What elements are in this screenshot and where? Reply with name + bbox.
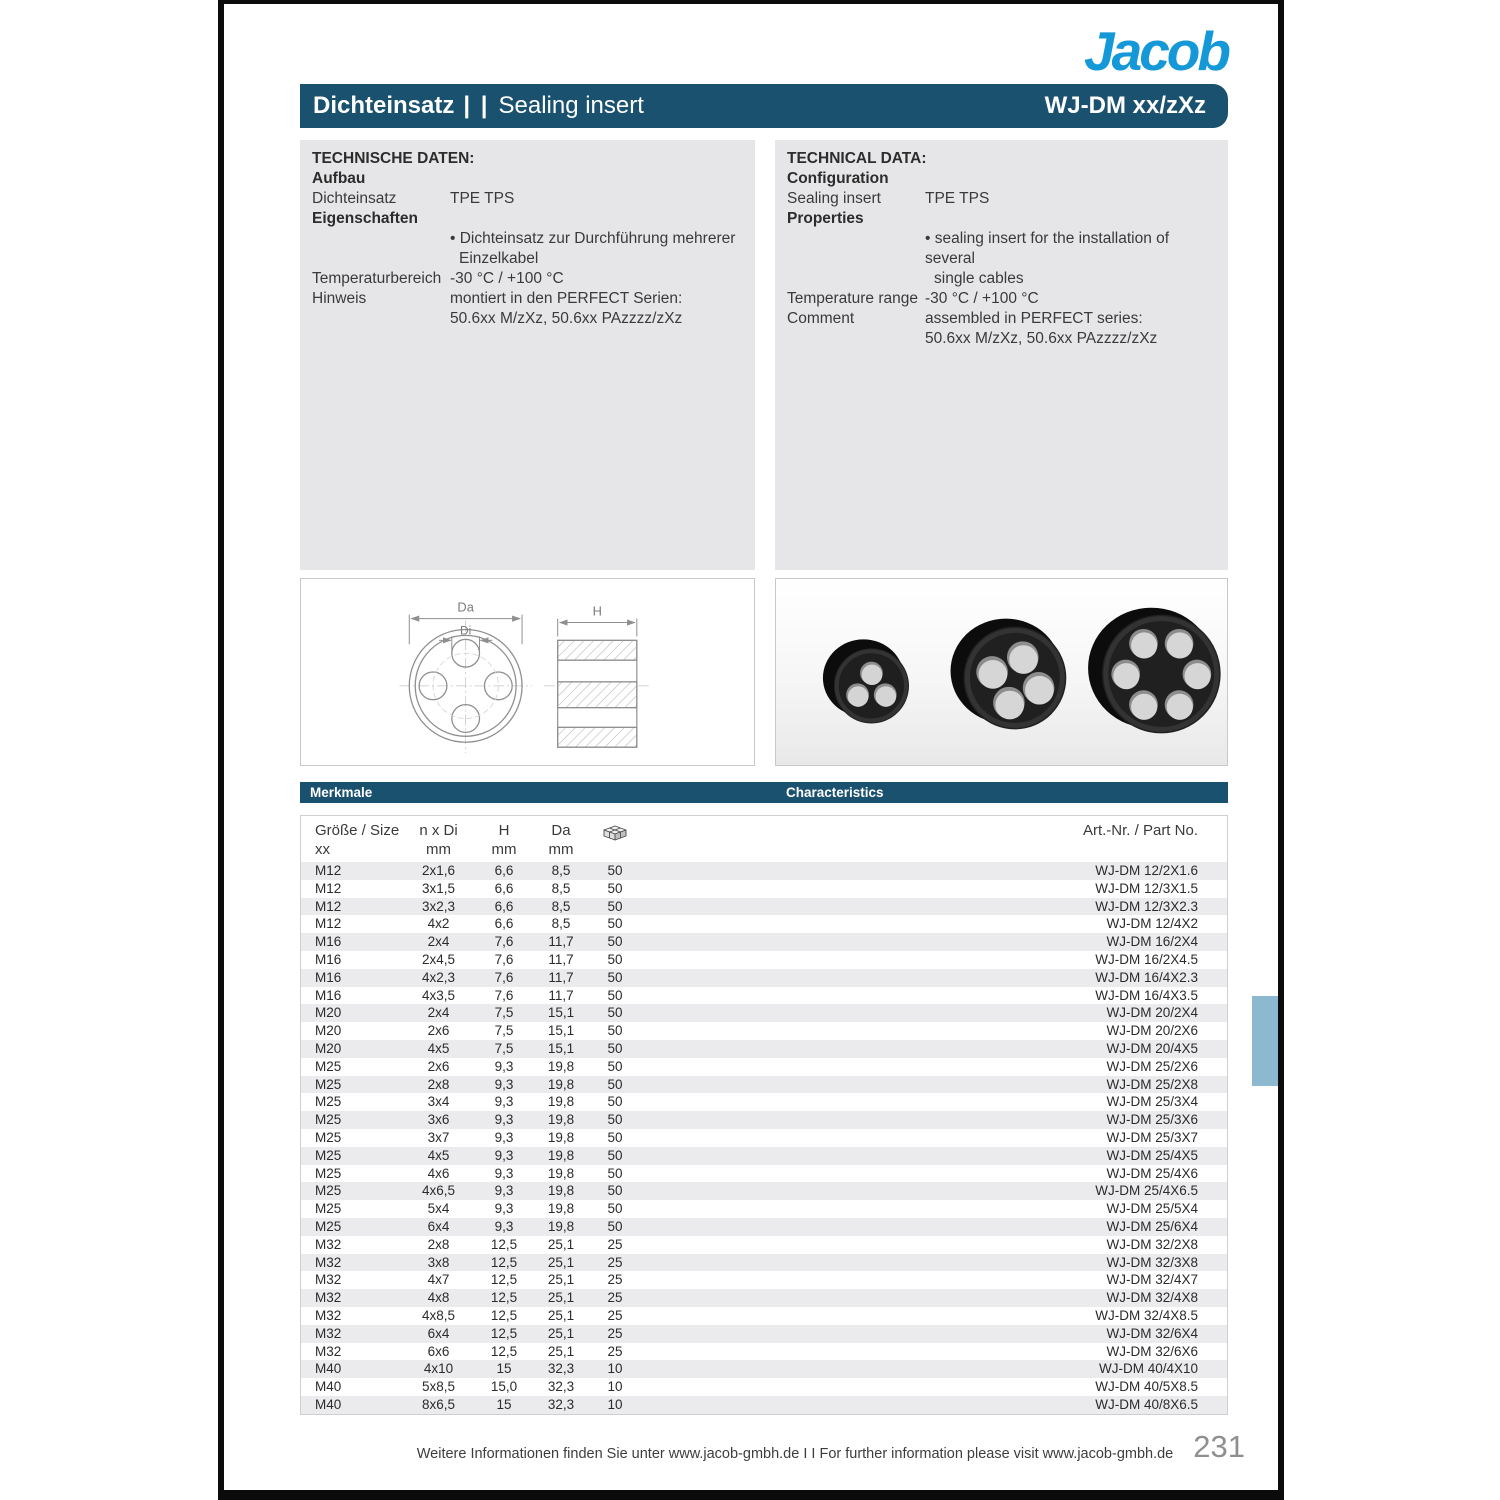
- part-no-cell: WJ-DM 12/2X1.6: [1095, 863, 1198, 878]
- dim-label-h: H: [592, 603, 602, 619]
- size-cell: M12: [315, 863, 342, 878]
- part-no-cell: WJ-DM 25/2X6: [1106, 1058, 1198, 1074]
- part-no-cell: WJ-DM 25/3X7: [1106, 1129, 1198, 1145]
- qty-cell: 50: [607, 1023, 623, 1039]
- label: Comment: [787, 310, 855, 327]
- nxdi-cell: 6x6: [427, 1343, 450, 1359]
- nxdi-cell: 4x3,5: [421, 987, 456, 1003]
- table-row: [301, 1147, 1227, 1165]
- h-cell: 12,5: [490, 1236, 518, 1252]
- size-cell: M32: [315, 1307, 342, 1323]
- label: Configuration: [787, 170, 889, 187]
- da-cell: 25,1: [547, 1254, 575, 1270]
- header-nxdi: n x Di mm: [419, 822, 458, 858]
- dim-label-di: Di: [460, 623, 472, 638]
- da-cell: 19,8: [547, 1201, 575, 1217]
- part-no-cell: WJ-DM 12/4X2: [1106, 916, 1198, 932]
- label: Dichteinsatz: [312, 190, 397, 207]
- qty-cell: 25: [607, 1236, 623, 1252]
- qty-cell: 50: [607, 898, 623, 914]
- qty-cell: 25: [607, 1254, 623, 1270]
- section-bar: [300, 782, 1228, 803]
- nxdi-cell: 3x8: [427, 1254, 450, 1270]
- h-cell: 7,6: [494, 969, 514, 985]
- da-cell: 32,3: [547, 1379, 575, 1395]
- qty-cell: 50: [607, 1005, 623, 1021]
- h-cell: 7,6: [494, 951, 514, 967]
- label: [787, 269, 925, 289]
- value: -30 °C / +100 °C: [925, 290, 1039, 307]
- da-cell: 15,1: [547, 1040, 575, 1056]
- da-cell: 25,1: [547, 1325, 575, 1341]
- part-no-cell: WJ-DM 20/2X4: [1106, 1005, 1198, 1021]
- part-no-cell: WJ-DM 16/2X4.5: [1095, 951, 1198, 967]
- value: TPE TPS: [450, 190, 515, 207]
- part-no-cell: WJ-DM 32/4X8.5: [1095, 1307, 1198, 1323]
- value: montiert in den PERFECT Serien:: [450, 290, 683, 307]
- da-cell: 19,8: [547, 1165, 575, 1181]
- nxdi-cell: 4x6: [427, 1165, 450, 1181]
- da-cell: 19,8: [547, 1076, 575, 1092]
- bullet-line: • sealing insert for the installation of several: [925, 230, 1170, 267]
- h-cell: 7,6: [494, 987, 514, 1003]
- nxdi-cell: 3x1,5: [421, 880, 456, 896]
- label: [312, 309, 450, 329]
- label: [787, 229, 925, 269]
- technical-drawing: [300, 578, 755, 766]
- label: Properties: [787, 210, 864, 227]
- table-header: [301, 816, 1227, 862]
- size-cell: M25: [315, 1112, 342, 1128]
- dim-label-da: Da: [457, 599, 474, 615]
- table-row: [301, 1343, 1227, 1361]
- da-cell: 11,7: [548, 934, 574, 950]
- value: [450, 209, 743, 229]
- qty-cell: 50: [607, 1129, 623, 1145]
- nxdi-cell: 6x4: [427, 1218, 450, 1234]
- part-code-badge: WJ-DM xx/zXz: [1044, 92, 1206, 119]
- section-label-german: Merkmale: [310, 785, 373, 800]
- da-cell: 19,8: [547, 1129, 575, 1145]
- qty-cell: 50: [607, 916, 623, 932]
- nxdi-cell: 2x1,6: [421, 863, 456, 878]
- size-cell: M25: [315, 1094, 342, 1110]
- qty-cell: 50: [607, 1183, 623, 1199]
- title-separator: | |: [463, 92, 490, 119]
- h-cell: 9,3: [494, 1165, 514, 1181]
- product-photo-large: [1088, 608, 1221, 734]
- da-cell: 25,1: [547, 1236, 575, 1252]
- bullet-line-cont: single cables: [934, 270, 1024, 287]
- da-cell: 25,1: [547, 1272, 575, 1288]
- h-cell: 7,6: [494, 934, 514, 950]
- da-cell: 19,8: [547, 1058, 575, 1074]
- value: TPE TPS: [925, 190, 990, 207]
- da-cell: 8,5: [551, 898, 571, 914]
- qty-cell: 25: [607, 1343, 623, 1359]
- nxdi-cell: 5x8,5: [421, 1379, 456, 1395]
- qty-cell: 50: [607, 1058, 623, 1074]
- table-row: [301, 1236, 1227, 1254]
- label: Temperature range: [787, 290, 918, 307]
- size-cell: M32: [315, 1272, 342, 1288]
- qty-cell: 50: [607, 1201, 623, 1217]
- table-row: [301, 1182, 1227, 1200]
- da-cell: 11,7: [548, 969, 574, 985]
- nxdi-cell: 4x5: [427, 1040, 450, 1056]
- part-no-cell: WJ-DM 25/4X6.5: [1095, 1183, 1198, 1199]
- size-cell: M32: [315, 1254, 342, 1270]
- da-cell: 32,3: [547, 1396, 575, 1412]
- nxdi-cell: 3x2,3: [421, 898, 456, 914]
- qty-cell: 50: [607, 1076, 623, 1092]
- qty-cell: 50: [607, 880, 623, 896]
- section-label-english: Characteristics: [786, 785, 884, 800]
- size-cell: M25: [315, 1201, 342, 1217]
- qty-cell: 50: [607, 1040, 623, 1056]
- table-row: [301, 1360, 1227, 1378]
- table-row: [301, 1004, 1227, 1022]
- table-row: [301, 915, 1227, 933]
- dimension-drawing: [301, 579, 754, 765]
- part-no-cell: WJ-DM 40/5X8.5: [1095, 1379, 1198, 1395]
- da-cell: 25,1: [547, 1290, 575, 1306]
- nxdi-cell: 2x4: [427, 1005, 450, 1021]
- table-row: [301, 862, 1227, 880]
- part-no-cell: WJ-DM 12/3X1.5: [1095, 880, 1198, 896]
- size-cell: M25: [315, 1165, 342, 1181]
- part-no-cell: WJ-DM 16/2X4: [1106, 934, 1198, 950]
- size-cell: M25: [315, 1058, 342, 1074]
- size-cell: M32: [315, 1343, 342, 1359]
- da-cell: 15,1: [547, 1005, 575, 1021]
- table-row: [301, 898, 1227, 916]
- nxdi-cell: 4x8: [427, 1290, 450, 1306]
- h-cell: 6,6: [494, 898, 514, 914]
- table-row: [301, 1058, 1227, 1076]
- nxdi-cell: 4x7: [427, 1272, 450, 1288]
- h-cell: 7,5: [494, 1023, 514, 1039]
- size-cell: M32: [315, 1325, 342, 1341]
- nxdi-cell: 2x4: [427, 934, 450, 950]
- h-cell: 12,5: [490, 1343, 518, 1359]
- header-h: H mm: [491, 822, 517, 858]
- table-row: [301, 1307, 1227, 1325]
- h-cell: 12,5: [490, 1272, 518, 1288]
- h-cell: 9,3: [494, 1058, 514, 1074]
- package-icon: [602, 823, 628, 843]
- nxdi-cell: 4x8,5: [421, 1307, 456, 1323]
- jacob-logo: Jacob: [1084, 20, 1228, 82]
- da-cell: 8,5: [551, 880, 571, 896]
- qty-cell: 50: [607, 1112, 623, 1128]
- page-number: 231: [1193, 1429, 1245, 1464]
- qty-cell: 25: [607, 1325, 623, 1341]
- nxdi-cell: 4x2,3: [421, 969, 456, 985]
- value: 50.6xx M/zXz, 50.6xx PAzzzz/zXz: [450, 310, 683, 327]
- part-no-cell: WJ-DM 12/3X2.3: [1095, 898, 1198, 914]
- table-row: [301, 933, 1227, 951]
- size-cell: M40: [315, 1361, 342, 1377]
- part-no-cell: WJ-DM 20/4X5: [1106, 1040, 1198, 1056]
- nxdi-cell: 3x7: [427, 1129, 450, 1145]
- nxdi-cell: 2x8: [427, 1076, 450, 1092]
- size-table: [300, 815, 1228, 1415]
- table-row: [301, 1022, 1227, 1040]
- title-bar: [300, 84, 1228, 128]
- nxdi-cell: 2x6: [427, 1023, 450, 1039]
- tech-data-panel-german: [300, 140, 755, 570]
- value: [925, 169, 1216, 189]
- product-photos: [775, 578, 1228, 766]
- size-cell: M20: [315, 1023, 342, 1039]
- h-cell: 9,3: [494, 1094, 514, 1110]
- part-no-cell: WJ-DM 32/6X6: [1106, 1343, 1198, 1359]
- panel-heading: TECHNICAL DATA:: [787, 150, 927, 167]
- size-cell: M32: [315, 1290, 342, 1306]
- qty-cell: 50: [607, 934, 623, 950]
- part-no-cell: WJ-DM 16/4X3.5: [1095, 987, 1198, 1003]
- part-no-cell: WJ-DM 32/6X4: [1106, 1325, 1198, 1341]
- title-english: Sealing insert: [498, 92, 644, 119]
- da-cell: 11,7: [548, 987, 574, 1003]
- panel-heading: TECHNISCHE DATEN:: [312, 150, 475, 167]
- part-no-cell: WJ-DM 25/3X6: [1106, 1112, 1198, 1128]
- header-packaging: [590, 821, 640, 859]
- size-cell: M16: [315, 969, 342, 985]
- label: Hinweis: [312, 290, 367, 307]
- tech-data-panel-english: [775, 140, 1228, 570]
- label: [312, 249, 450, 269]
- value: -30 °C / +100 °C: [450, 270, 564, 287]
- part-no-cell: WJ-DM 40/4X10: [1098, 1361, 1198, 1377]
- da-cell: 8,5: [551, 863, 571, 878]
- table-row: [301, 1111, 1227, 1129]
- table-row: [301, 951, 1227, 969]
- h-cell: 6,6: [494, 863, 514, 878]
- h-cell: 9,3: [494, 1147, 514, 1163]
- h-cell: 15: [496, 1361, 512, 1377]
- qty-cell: 25: [607, 1272, 623, 1288]
- da-cell: 15,1: [547, 1023, 575, 1039]
- nxdi-cell: 3x4: [427, 1094, 450, 1110]
- nxdi-cell: 4x10: [423, 1361, 454, 1377]
- nxdi-cell: 2x4,5: [421, 951, 456, 967]
- part-no-cell: WJ-DM 20/2X6: [1106, 1023, 1198, 1039]
- table-row: [301, 1218, 1227, 1236]
- table-row: [301, 1165, 1227, 1183]
- part-no-cell: WJ-DM 40/8X6.5: [1095, 1396, 1198, 1412]
- h-cell: 9,3: [494, 1076, 514, 1092]
- sealing-insert-photos: [776, 579, 1227, 765]
- part-no-cell: WJ-DM 25/3X4: [1106, 1094, 1198, 1110]
- da-cell: 19,8: [547, 1218, 575, 1234]
- qty-cell: 50: [607, 1094, 623, 1110]
- nxdi-cell: 4x2: [427, 916, 450, 932]
- table-row: [301, 987, 1227, 1005]
- bullet-line: • Dichteinsatz zur Durchführung mehrerer: [450, 230, 736, 247]
- da-cell: 19,8: [547, 1112, 575, 1128]
- size-cell: M20: [315, 1040, 342, 1056]
- size-cell: M40: [315, 1396, 342, 1412]
- table-row: [301, 1271, 1227, 1289]
- page-edge-tab: [1252, 996, 1278, 1086]
- part-no-cell: WJ-DM 25/6X4: [1106, 1218, 1198, 1234]
- qty-cell: 50: [607, 951, 623, 967]
- size-cell: M16: [315, 951, 342, 967]
- value: [450, 169, 743, 189]
- qty-cell: 10: [607, 1379, 623, 1395]
- footer-info-text: Weitere Informationen finden Sie unter www.jacob-gmbh.de I I For further information please visit www.jacob-gmbh.de: [416, 1446, 1174, 1462]
- qty-cell: 25: [607, 1307, 623, 1323]
- qty-cell: 50: [607, 1218, 623, 1234]
- label: [312, 229, 450, 249]
- size-cell: M25: [315, 1147, 342, 1163]
- da-cell: 11,7: [548, 951, 574, 967]
- nxdi-cell: 2x6: [427, 1058, 450, 1074]
- da-cell: 19,8: [547, 1147, 575, 1163]
- table-row: [301, 1093, 1227, 1111]
- table-row: [301, 1040, 1227, 1058]
- qty-cell: 10: [607, 1396, 623, 1412]
- da-cell: 19,8: [547, 1183, 575, 1199]
- table-row: [301, 1076, 1227, 1094]
- part-no-cell: WJ-DM 25/5X4: [1106, 1201, 1198, 1217]
- size-cell: M25: [315, 1129, 342, 1145]
- size-cell: M32: [315, 1236, 342, 1252]
- h-cell: 9,3: [494, 1129, 514, 1145]
- size-cell: M20: [315, 1005, 342, 1021]
- h-cell: 12,5: [490, 1325, 518, 1341]
- qty-cell: 50: [607, 1147, 623, 1163]
- da-cell: 25,1: [547, 1343, 575, 1359]
- label: Eigenschaften: [312, 210, 418, 227]
- part-no-cell: WJ-DM 32/4X7: [1106, 1272, 1198, 1288]
- size-cell: M16: [315, 934, 342, 950]
- h-cell: 9,3: [494, 1183, 514, 1199]
- part-no-cell: WJ-DM 25/2X8: [1106, 1076, 1198, 1092]
- table-row: [301, 1129, 1227, 1147]
- part-no-cell: WJ-DM 25/4X5: [1106, 1147, 1198, 1163]
- qty-cell: 50: [607, 987, 623, 1003]
- table-row: [301, 1254, 1227, 1272]
- qty-cell: 10: [607, 1361, 623, 1377]
- nxdi-cell: 4x6,5: [421, 1183, 456, 1199]
- header-part-no: Art.-Nr. / Part No.: [1082, 822, 1198, 839]
- size-cell: M25: [315, 1076, 342, 1092]
- size-cell: M12: [315, 916, 342, 932]
- nxdi-cell: 2x8: [427, 1236, 450, 1252]
- h-cell: 9,3: [494, 1201, 514, 1217]
- product-photo-small: [823, 639, 909, 723]
- value: 50.6xx M/zXz, 50.6xx PAzzzz/zXz: [925, 330, 1158, 347]
- size-cell: M25: [315, 1218, 342, 1234]
- table-row: [301, 1200, 1227, 1218]
- size-cell: M16: [315, 987, 342, 1003]
- qty-cell: 50: [607, 969, 623, 985]
- size-cell: M25: [315, 1183, 342, 1199]
- title-german: Dichteinsatz: [313, 92, 455, 119]
- h-cell: 9,3: [494, 1218, 514, 1234]
- qty-cell: 50: [607, 863, 623, 878]
- da-cell: 8,5: [551, 916, 571, 932]
- label: Sealing insert: [787, 190, 881, 207]
- label: Aufbau: [312, 170, 366, 187]
- table-body: [301, 862, 1227, 1414]
- h-cell: 15,0: [490, 1379, 518, 1395]
- h-cell: 12,5: [490, 1307, 518, 1323]
- h-cell: 15: [496, 1396, 512, 1412]
- label: [787, 329, 925, 349]
- h-cell: 12,5: [490, 1290, 518, 1306]
- qty-cell: 50: [607, 1165, 623, 1181]
- value: [925, 209, 1216, 229]
- table-row: [301, 1396, 1227, 1414]
- size-cell: M12: [315, 898, 342, 914]
- h-cell: 6,6: [494, 916, 514, 932]
- header-size: Größe / Size xx: [315, 822, 400, 858]
- bullet-line-cont: Einzelkabel: [459, 250, 539, 267]
- part-no-cell: WJ-DM 16/4X2.3: [1095, 969, 1198, 985]
- part-no-cell: WJ-DM 32/4X8: [1106, 1290, 1198, 1306]
- title-text: [313, 92, 644, 120]
- table-row: [301, 1378, 1227, 1396]
- size-cell: M40: [315, 1379, 342, 1395]
- product-photo-medium: [951, 619, 1067, 730]
- da-cell: 25,1: [547, 1307, 575, 1323]
- da-cell: 19,8: [547, 1094, 575, 1110]
- qty-cell: 25: [607, 1290, 623, 1306]
- h-cell: 9,3: [494, 1112, 514, 1128]
- h-cell: 12,5: [490, 1254, 518, 1270]
- nxdi-cell: 8x6,5: [421, 1396, 456, 1412]
- h-cell: 6,6: [494, 880, 514, 896]
- part-no-cell: WJ-DM 32/3X8: [1106, 1254, 1198, 1270]
- h-cell: 7,5: [494, 1005, 514, 1021]
- header-da: Da mm: [548, 822, 574, 858]
- size-cell: M12: [315, 880, 342, 896]
- nxdi-cell: 3x6: [427, 1112, 450, 1128]
- da-cell: 32,3: [547, 1361, 575, 1377]
- table-row: [301, 1289, 1227, 1307]
- part-no-cell: WJ-DM 25/4X6: [1106, 1165, 1198, 1181]
- h-cell: 7,5: [494, 1040, 514, 1056]
- nxdi-cell: 6x4: [427, 1325, 450, 1341]
- table-row: [301, 1325, 1227, 1343]
- table-row: [301, 969, 1227, 987]
- label: Temperaturbereich: [312, 270, 442, 287]
- value: assembled in PERFECT series:: [925, 310, 1143, 327]
- nxdi-cell: 4x5: [427, 1147, 450, 1163]
- part-no-cell: WJ-DM 32/2X8: [1106, 1236, 1198, 1252]
- nxdi-cell: 5x4: [427, 1201, 450, 1217]
- table-row: [301, 880, 1227, 898]
